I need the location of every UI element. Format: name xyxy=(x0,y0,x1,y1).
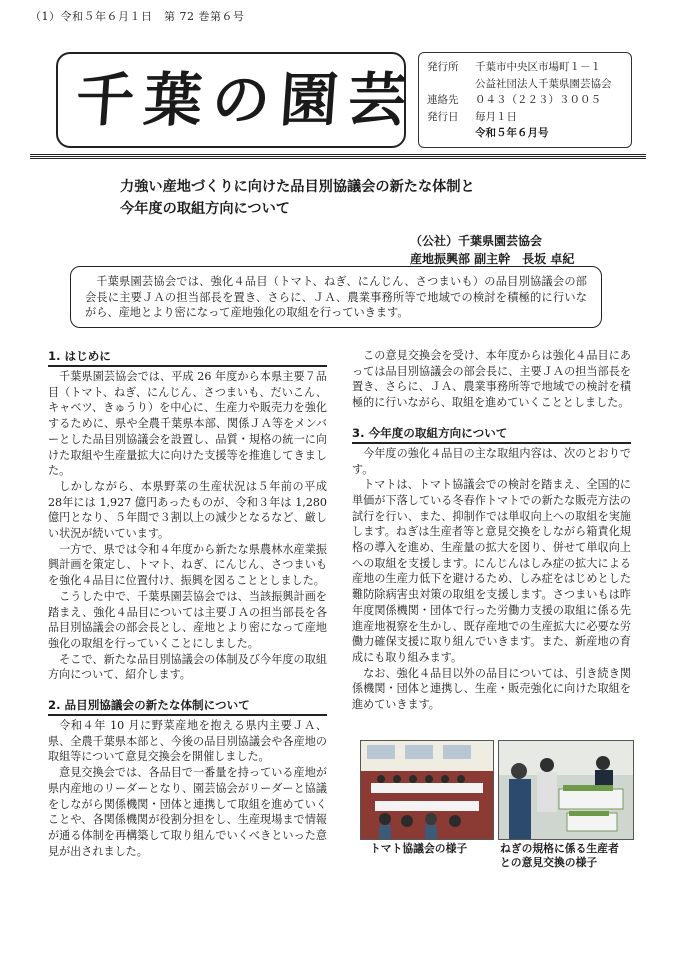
publisher-value: ０４３（２２３）３００５ xyxy=(475,94,601,106)
negi-meeting-image xyxy=(499,741,633,839)
publisher-label: 発行所 xyxy=(427,61,459,73)
paragraph: 千葉県園芸協会では、平成 26 年度から本県主要７品目（トマト、ねぎ、にんじん、さつまいも、だいこん、キャベツ、きゅうり）を中心に、生産力や販売力を強化するために、県や全農千葉県本部、関係ＪＡ等をメンバーとした品目別協議会を設置し、品質・規格の統一に向けた取組や生産量拡大に向けた支援等を推進してきました。 xyxy=(48,370,327,478)
summary-box xyxy=(70,266,602,328)
header-divider xyxy=(30,158,646,159)
publisher-row xyxy=(427,59,623,76)
tomato-meeting-image xyxy=(361,741,493,839)
paragraph: 意見交換会では、各品目で一番量を持っている産地が県内産地のリーダーとなり、園芸協会がリーダーと協議をしながら関係機関・団体と連携して取組を進めていくことや、各関係機関が役割分担をし、生産現場まで情報が通る体制を再構築して取り組んでいくべきといった意見が出されました。 xyxy=(48,766,327,858)
author-org: （公社）千葉県園芸協会 xyxy=(410,234,543,248)
article-title xyxy=(120,176,475,220)
paragraph: 今年度の強化４品目の主な取組内容は、次のとおりです。 xyxy=(352,446,631,476)
section-heading: 1. はじめに xyxy=(48,348,327,367)
publisher-value: 公益社団法人千葉県園芸協会 xyxy=(475,77,612,90)
article-title-line: 今年度の取組方向について xyxy=(120,201,290,217)
publisher-label: 発行日 xyxy=(427,110,459,123)
paragraph: この意見交換会を受け、本年度からは強化４品目にあっては品目別協議会の部会長に、主要ＪＡの担当部長を置き、さらに、ＪＡ、農業事務所等で地域での検討を積極的に行いながら、取組を進めていくこととしました。 xyxy=(352,349,631,410)
paragraph: トマトは、トマト協議会での検討を踏まえ、全国的に単価が下落している冬春作トマトでの新たな販売方法の試行を行い、また、抑制作では単収向上への取組を実施します。ねぎは生産者等と意見交換をしながら箱責化規格の導入を進め、生産量の拡大を図り、併せて単収向上への取組を支援します。にんじんはしみ症の拡大による産地の生産力低下を避けるため、しみ症をはじめとした難防除病害虫対策の取組を支援します。さつまいもは昨年度関係機関・団体で行った労働力支援の取組に係る先進産地視察を生かし、既存産地での生産拡大に必要な労働力確保支援に取り組んでいきます。また、新産地の育成にも取り組みます。 xyxy=(352,478,631,664)
paragraph: 令和４年 10 月に野菜産地を抱える県内主要ＪＡ、県、全農千葉県本部と、今後の品目別協議会や各産地の取組等について意見交換会を開催しました。 xyxy=(48,719,327,764)
section-heading: 2. 品目別協議会の新たな体制について xyxy=(48,697,327,716)
publisher-row xyxy=(427,125,623,142)
right-column xyxy=(352,348,631,713)
negi-meeting-photo xyxy=(498,740,634,840)
publisher-row xyxy=(427,109,623,126)
left-column xyxy=(48,348,327,859)
publisher-value: 毎月１日 xyxy=(475,110,517,123)
article-title-line: 力強い産地づくりに向けた品目別協議会の新たな体制と xyxy=(120,179,475,195)
issue-line: （1）令和５年６月１日 第 72 巻第６号 xyxy=(30,10,245,23)
newsletter-title: 千葉の園芸 xyxy=(73,66,419,134)
photo-caption: との意見交換の様子 xyxy=(500,856,598,869)
photo-caption: ねぎの規格に係る生産者 xyxy=(500,842,619,855)
author-name: 産地振興部 副主幹 長坂 卓紀 xyxy=(410,252,575,266)
publisher-row xyxy=(427,76,623,93)
paragraph: こうした中で、千葉県園芸協会では、当該振興計画を踏まえ、強化４品目については主要ＪＡの担当部長を各品目別協議会の部会長とし、産地とより密になって産地強化の取組を行っていくことにしました。 xyxy=(48,589,327,650)
section-heading: 3. 今年度の取組方向について xyxy=(352,425,631,444)
summary-text: 千葉県園芸協会では、強化４品目（トマト、ねぎ、にんじん、さつまいも）の品目別協議会の部会長に主要ＪＡの担当部長を置き、さらに、ＪＡ、農業事務所等で地域での検討を積極的に行いながら、産地とより密になって産地強化の取組を行っていきます。 xyxy=(85,275,587,319)
publisher-value: 千葉市中央区市場町１－１ xyxy=(475,61,601,73)
publisher-label: 連絡先 xyxy=(427,94,459,106)
publisher-value: 令和５年６月号 xyxy=(475,127,549,139)
tomato-meeting-photo xyxy=(360,740,494,840)
paragraph: しかしながら、本県野菜の生産状況は５年前の平成28年には 1,927 億円あったものが、令和３年は 1,280 億円となり、５年間で３割以上の減少となるなど、厳しい状況が続いています。 xyxy=(48,479,327,541)
photo-caption: トマト協議会の様子 xyxy=(370,842,468,855)
header-divider xyxy=(30,154,646,157)
publisher-row xyxy=(427,92,623,109)
paragraph: そこで、新たな品目別協議会の体制及び今年度の取組方向について、紹介します。 xyxy=(48,652,327,682)
publisher-label xyxy=(427,125,475,142)
paragraph: なお、強化４品目以外の品目については、引き続き関係機関・団体と連携し、生産・販売強化に向けた取組を進めていきます。 xyxy=(352,666,631,712)
publisher-info xyxy=(418,52,632,148)
paragraph: 一方で、県では令和４年度から新たな県農林水産業振興計画を策定し、トマト、ねぎ、にんじん、さつまいもを強化４品目に位置付け、振興を図ることとしました。 xyxy=(48,542,327,588)
publisher-label xyxy=(427,76,475,93)
